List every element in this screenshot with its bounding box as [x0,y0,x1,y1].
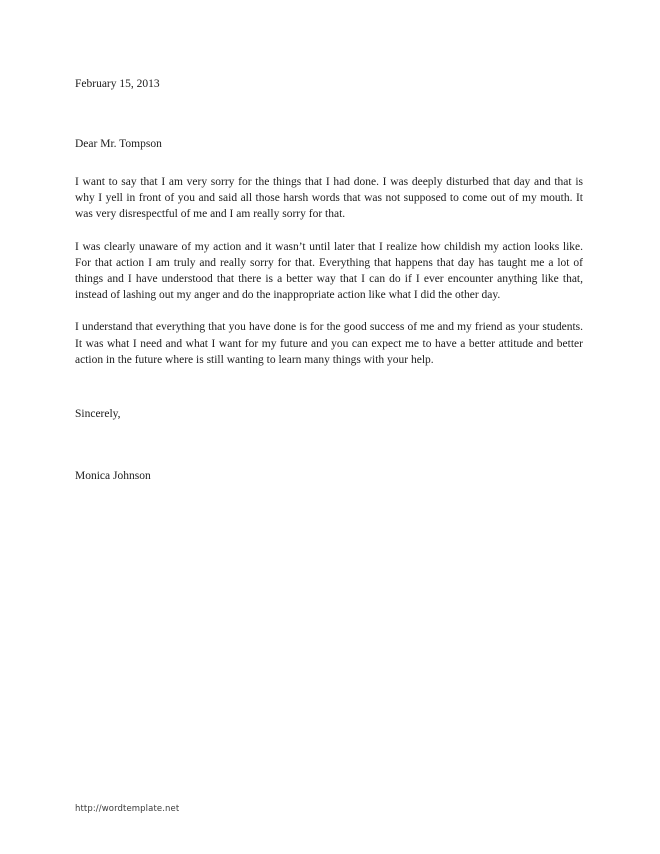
salutation-body-spacer [75,152,583,174]
signature-spacer [75,422,583,468]
letter-signature-name: Monica Johnson [75,470,151,483]
letter-paragraph-2: I was clearly unaware of my action and it wasn’t until later that I realize how childish my action looks like. For that action I am truly and really sorry for that. Everything that happens that day has taught me a lot of things and I have understood that there is a better way that I can do if I ever encounter anything like that, instead of lashing out my anger and do the inappropriate action like what I did the other day. [75,240,583,302]
letter-content [75,76,583,484]
letter-paragraph-3: I understand that everything that you have done is for the good success of me and my friend as your students. It was what I need and what I want for my future and you can expect me to have a better attitude and better action in the future where is still wanting to learn many things with your help. [75,321,583,366]
footer-source-url: http://wordtemplate.net [75,804,180,814]
letter-closing: Sincerely, [75,408,121,421]
letter-salutation: Dear Mr. Tompson [75,138,162,150]
letter-date: February 15, 2013 [75,78,160,90]
body-closing-spacer [75,384,583,406]
date-salutation-spacer [75,92,583,136]
letter-paragraph-1: I want to say that I am very sorry for the things that I had done. I was deeply disturbed that day and that is why I yell in front of you and said all those harsh words that was not supposed to come out of my mouth. It was very disrespectful of me and I am really sorry for that. [75,176,583,221]
